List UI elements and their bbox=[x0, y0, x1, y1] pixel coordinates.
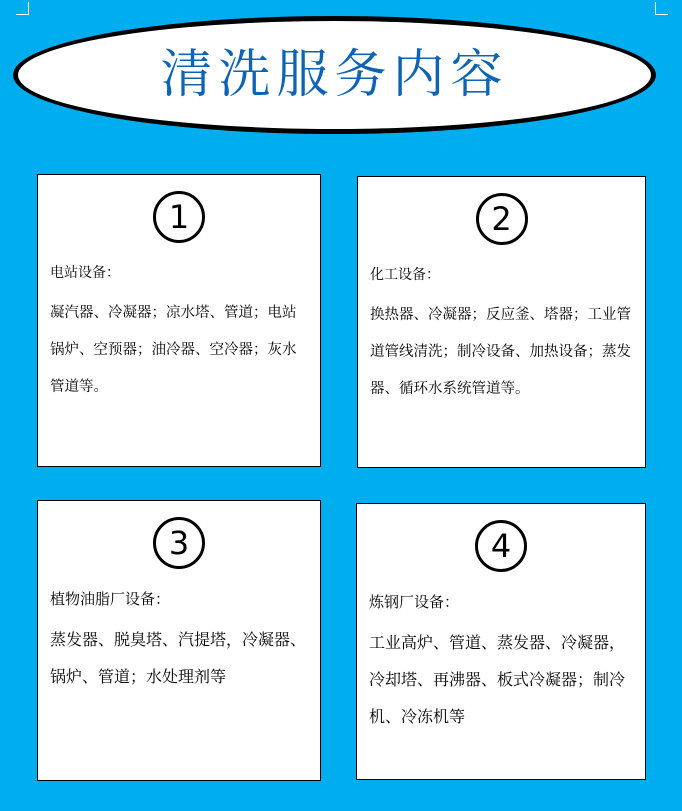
corner-mark-right bbox=[655, 2, 668, 15]
card-description: 工业高炉、管道、蒸发器、冷凝器，冷却塔、再沸器、板式冷凝器；制冷机、冷冻机等 bbox=[369, 633, 626, 726]
service-card-4 bbox=[356, 503, 646, 780]
page-title: 清洗服务内容 bbox=[160, 45, 509, 105]
card-category: 炼钢厂设备： bbox=[369, 593, 460, 611]
card-description: 蒸发器、脱臭塔、汽提塔，冷凝器、锅炉、管道；水处理剂等 bbox=[50, 630, 307, 686]
service-card-1 bbox=[37, 174, 321, 467]
card-category: 化工设备： bbox=[370, 267, 440, 283]
card-number: 2 bbox=[476, 193, 528, 245]
service-card-2 bbox=[357, 176, 646, 468]
card-number: 4 bbox=[475, 520, 527, 572]
card-description: 换热器、冷凝器；反应釜、塔器；工业管道管线清洗；制冷设备、加热设备；蒸发器、循环水系统管道等。 bbox=[370, 307, 631, 397]
card-description: 凝汽器、冷凝器；凉水塔、管道；电站锅炉、空预器；油冷器、空冷器；灰水管道等。 bbox=[50, 305, 297, 395]
card-number: 1 bbox=[153, 191, 205, 243]
service-card-3 bbox=[37, 500, 321, 781]
card-number: 3 bbox=[153, 517, 205, 569]
corner-mark-left bbox=[16, 2, 29, 15]
card-category: 植物油脂厂设备： bbox=[50, 590, 171, 608]
card-category: 电站设备： bbox=[50, 265, 120, 281]
title-banner bbox=[13, 16, 656, 134]
